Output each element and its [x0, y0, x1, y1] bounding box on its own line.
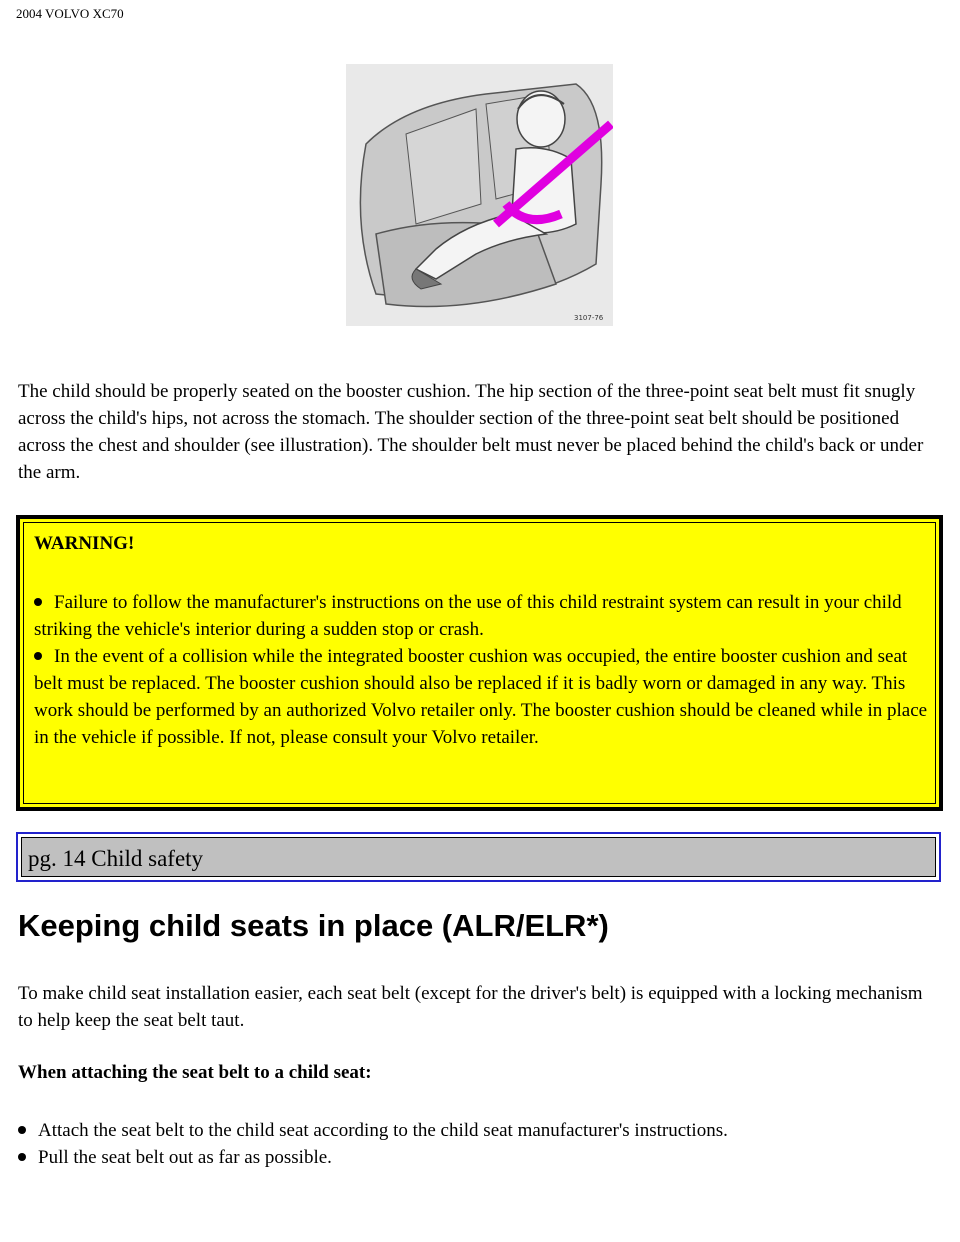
- bullet-icon: [18, 1126, 26, 1134]
- illustration-code: 3107-76: [574, 314, 604, 322]
- illustration-drawing: [346, 64, 613, 326]
- warning-title: WARNING!: [34, 533, 135, 554]
- section-subheading: When attaching the seat belt to a child seat:: [18, 1062, 372, 1083]
- bullet-icon: [34, 652, 42, 660]
- section-title: Keeping child seats in place (ALR/ELR*): [18, 908, 609, 943]
- list-item-text: Pull the seat belt out as far as possible.: [38, 1147, 332, 1168]
- list-item: [18, 1144, 332, 1171]
- page-section-bar: [16, 832, 941, 882]
- warning-item-text: Failure to follow the manufacturer's instructions on the use of this child restraint system can result in your child striking the vehicle's interior during a sudden stop or crash.: [34, 592, 902, 640]
- bullet-icon: [34, 598, 42, 606]
- section-paragraph: To make child seat installation easier, each seat belt (except for the driver's belt) is equipped with a locking mechanism to help keep the seat belt taut.: [18, 983, 923, 1031]
- warning-item-text: In the event of a collision while the integrated booster cushion was occupied, the entire booster cushion and seat belt must be replaced. The booster cushion should also be replaced if it is badly worn or damaged in any way. This work should be performed by an authorized Volvo retailer only. The booster cushion should be cleaned while in place in the vehicle if possible. If not, please consult your Volvo retailer.: [34, 646, 928, 748]
- bullet-icon: [18, 1153, 26, 1161]
- page-section-label: pg. 14 Child safety: [28, 846, 204, 871]
- warning-item: [34, 589, 934, 643]
- intro-paragraph: The child should be properly seated on the booster cushion. The hip section of the three-point seat belt must fit snugly across the child's hips, not across the stomach. The shoulder section of the three-point seat belt should be positioned across the chest and shoulder (see illustration). The shoulder belt must never be placed behind the child's back or under the arm.: [18, 381, 924, 483]
- page-section-bar-inner: [21, 837, 936, 877]
- warning-box: [16, 515, 943, 811]
- list-item-text: Attach the seat belt to the child seat according to the child seat manufacturer's instructions.: [38, 1120, 728, 1141]
- warning-item: [34, 643, 934, 751]
- warning-inner-border: [23, 522, 936, 804]
- document-header: 2004 VOLVO XC70: [16, 6, 124, 21]
- child-booster-seat-illustration: [346, 64, 613, 326]
- list-item: [18, 1117, 728, 1144]
